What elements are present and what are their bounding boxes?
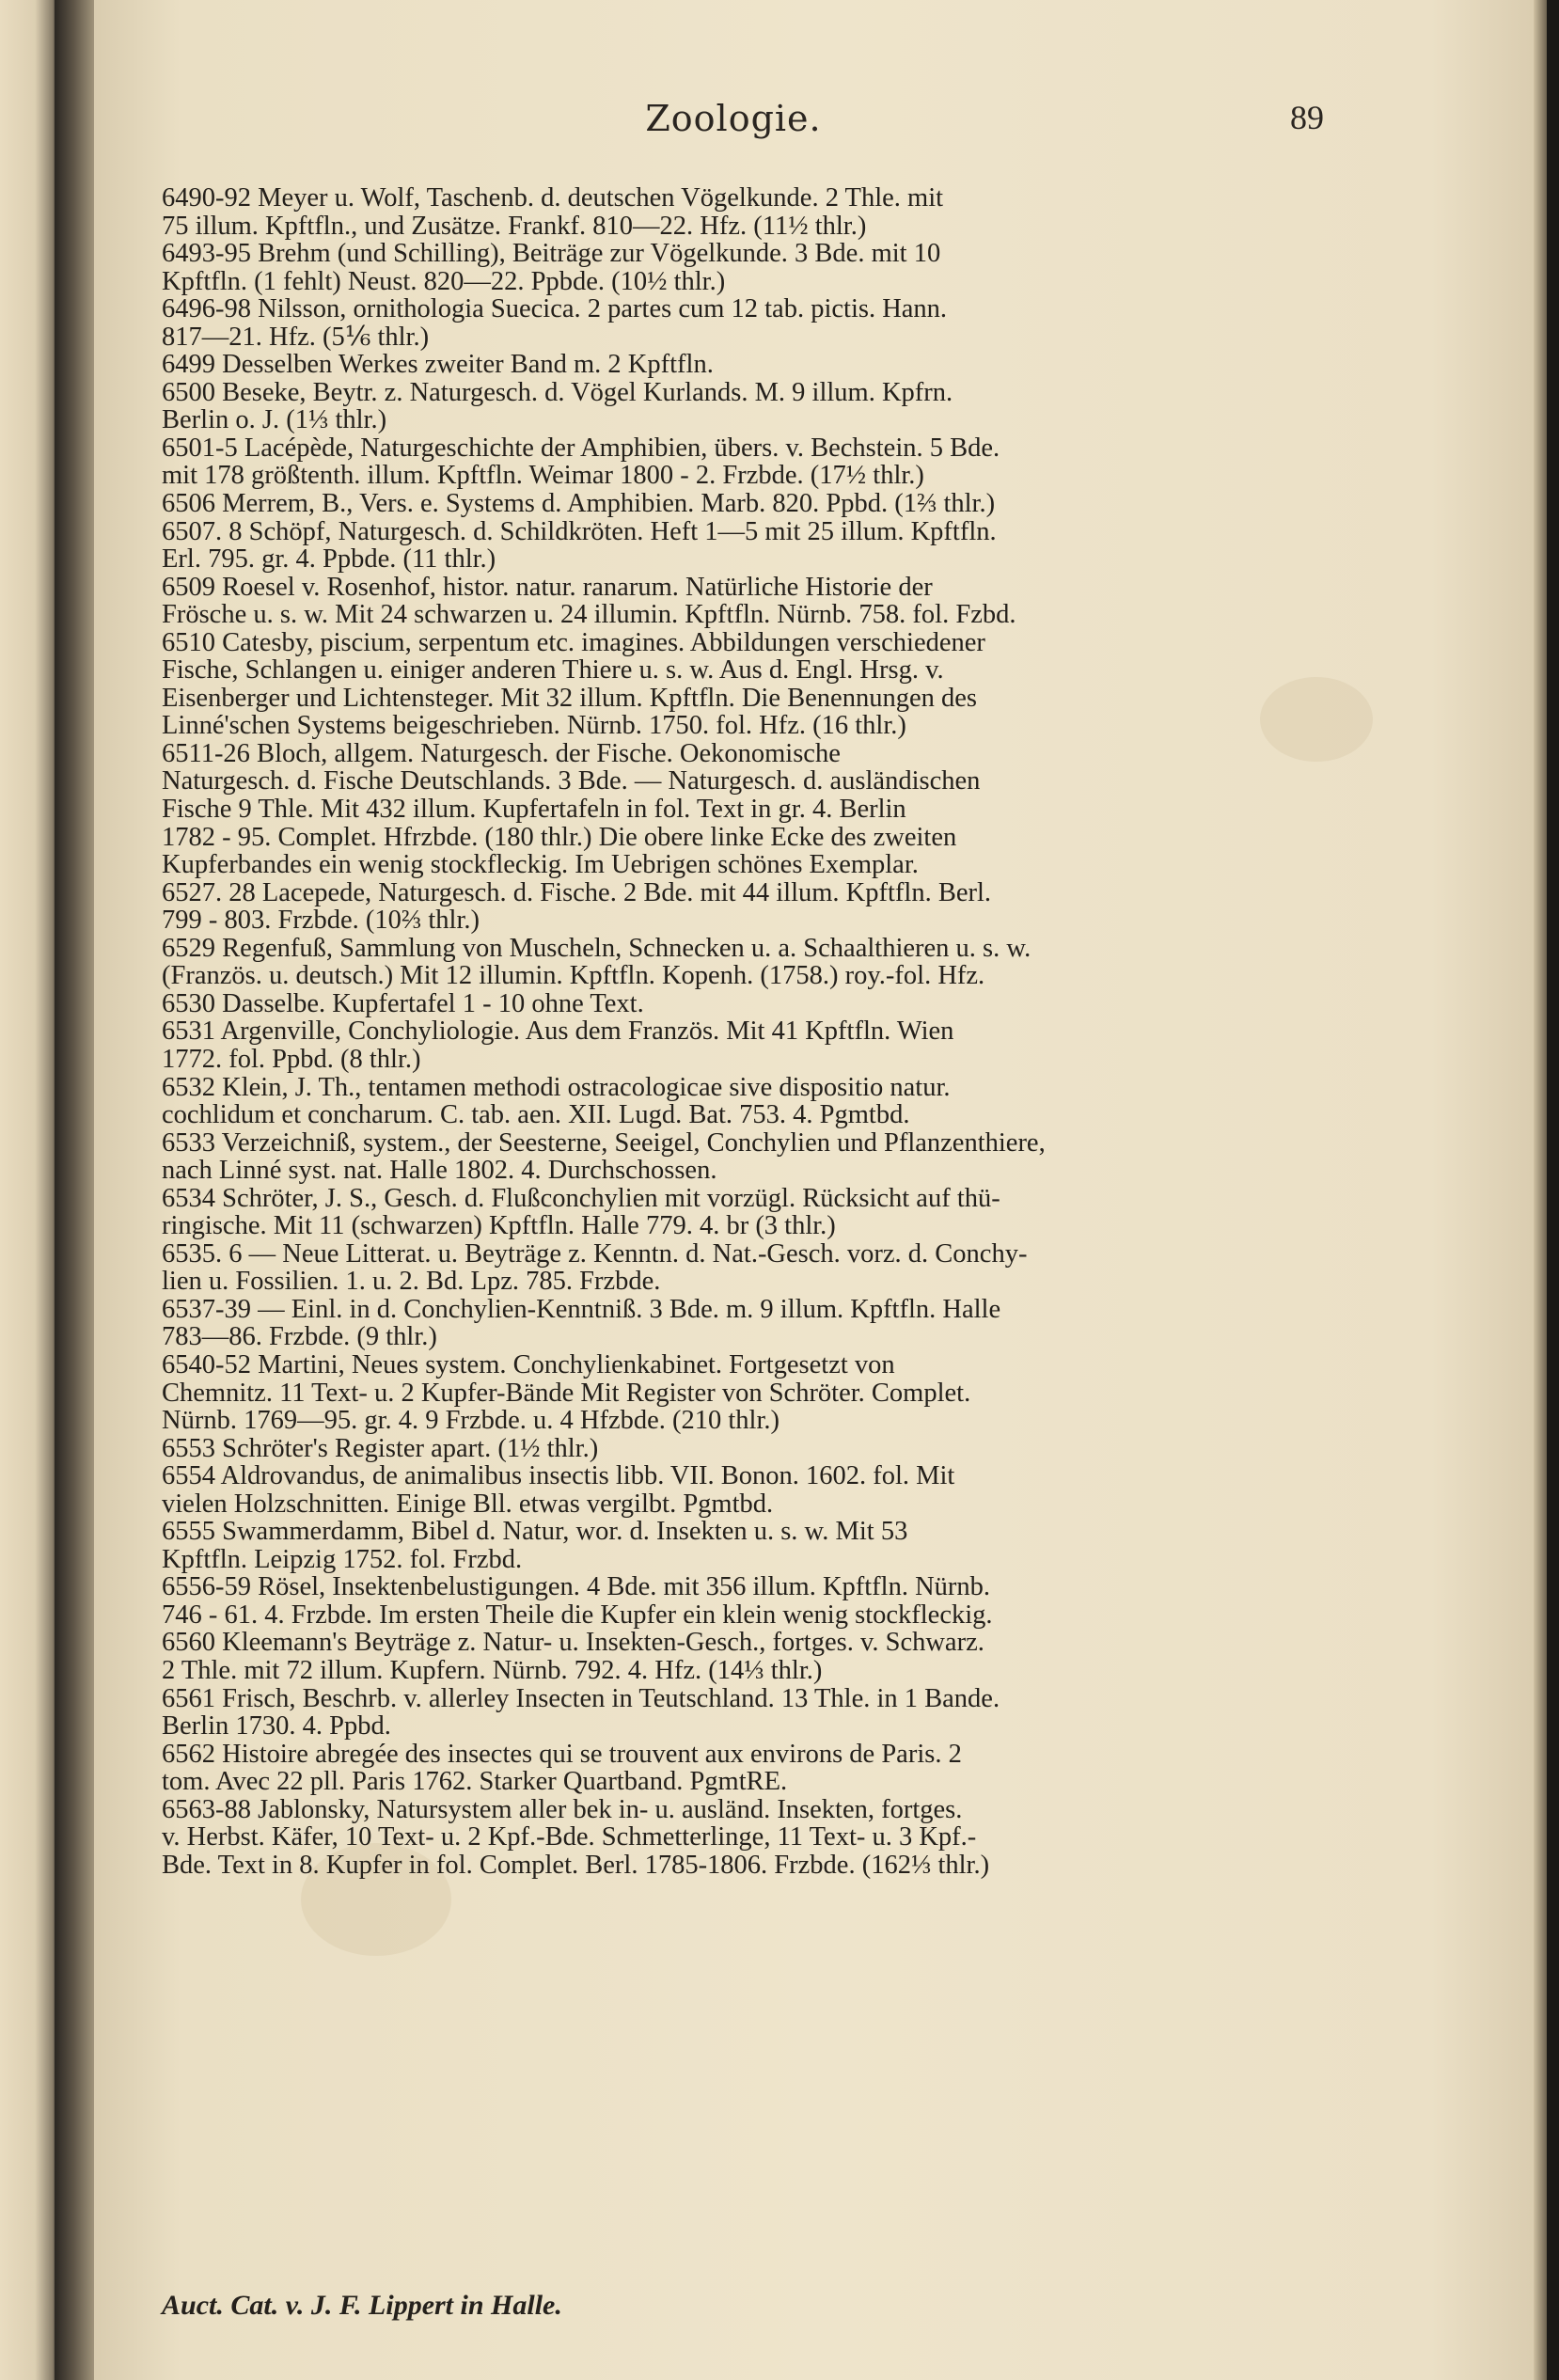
catalog-line: (Französ. u. deutsch.) Mit 12 illumin. Kpftfln. Kopenh. (1758.) roy.-fol. Hfz. (162, 962, 985, 990)
catalog-line: 6562 Histoire abregée des insectes qui se trouvent aux environs de Paris. 2 (162, 1740, 962, 1769)
catalog-line: 1782 - 95. Complet. Hfrzbde. (180 thlr.) Die obere linke Ecke des zweiten (162, 823, 957, 852)
catalog-line: 799 - 803. Frzbde. (10⅔ thlr.) (162, 906, 480, 935)
catalog-line: 6540-52 Martini, Neues system. Conchylienkabinet. Fortgesetzt von (162, 1350, 895, 1379)
catalog-line: 6501-5 Lacépède, Naturgeschichte der Amphibien, übers. v. Bechstein. 5 Bde. (162, 433, 1000, 463)
facing-page-edge (0, 0, 58, 2380)
catalog-line: 6553 Schröter's Register apart. (1½ thlr.) (162, 1434, 599, 1463)
catalog-line: 6499 Desselben Werkes zweiter Band m. 2 Kpftfln. (162, 351, 714, 379)
catalog-line: 6530 Dasselbe. Kupfertafel 1 - 10 ohne Text. (162, 989, 644, 1018)
catalog-line: 6532 Klein, J. Th., tentamen methodi ostracologicae sive dispositio natur. (162, 1073, 951, 1102)
running-title: Zoologie. (645, 98, 822, 139)
catalog-line: nach Linné syst. nat. Halle 1802. 4. Durchschossen. (162, 1157, 717, 1185)
page-number: 89 (1290, 99, 1324, 136)
catalog-line: 783—86. Frzbde. (9 thlr.) (162, 1323, 437, 1351)
catalog-line: Chemnitz. 11 Text- u. 2 Kupfer-Bände Mit Register von Schröter. Complet. (162, 1379, 971, 1408)
catalog-line: 6554 Aldrovandus, de animalibus insectis libb. VII. Bonon. 1602. fol. Mit (162, 1462, 955, 1490)
catalog-line: cochlidum et concharum. C. tab. aen. XII. Lugd. Bat. 753. 4. Pgmtbd. (162, 1101, 910, 1129)
catalog-line: 746 - 61. 4. Frzbde. Im ersten Theile die Kupfer ein klein wenig stockfleckig. (162, 1600, 993, 1630)
catalog-line: Kupferbandes ein wenig stockfleckig. Im Uebrigen schönes Exemplar. (162, 851, 919, 879)
catalog-line: Erl. 795. gr. 4. Ppbde. (11 thlr.) (162, 545, 496, 574)
catalog-line: 6493-95 Brehm (und Schilling), Beiträge zur Vögelkunde. 3 Bde. mit 10 (162, 240, 941, 268)
catalog-line: 2 Thle. mit 72 illum. Kupfern. Nürnb. 792. 4. Hfz. (14⅓ thlr.) (162, 1656, 823, 1685)
catalog-line: 6509 Roesel v. Rosenhof, histor. natur. ranarum. Natürliche Historie der (162, 573, 933, 602)
catalog-line: Fische, Schlangen u. einiger anderen Thiere u. s. w. Aus d. Engl. Hrsg. v. (162, 656, 944, 685)
catalog-line: Nürnb. 1769—95. gr. 4. 9 Frzbde. u. 4 Hfzbde. (210 thlr.) (162, 1407, 780, 1435)
catalog-line: 6510 Catesby, piscium, serpentum etc. imagines. Abbildungen verschiedener (162, 628, 985, 657)
catalog-line: Berlin o. J. (1⅓ thlr.) (162, 406, 387, 434)
catalog-line: v. Herbst. Käfer, 10 Text- u. 2 Kpf.-Bde. Schmetterlinge, 11 Text- u. 3 Kpf.- (162, 1823, 977, 1852)
catalog-line: 6507. 8 Schöpf, Naturgesch. d. Schildkröten. Heft 1—5 mit 25 illum. Kpftfln. (162, 517, 997, 546)
catalog-line: 6506 Merrem, B., Vers. e. Systems d. Amphibien. Marb. 820. Ppbd. (1⅔ thlr.) (162, 490, 996, 518)
catalog-signature: Auct. Cat. v. J. F. Lippert in Halle. (162, 2290, 562, 2321)
page-edge (1534, 0, 1547, 2380)
catalog-line: 6500 Beseke, Beytr. z. Naturgesch. d. Vögel Kurlands. M. 9 illum. Kpfrn. (162, 378, 953, 407)
catalog-line: 817—21. Hfz. (5⅙ thlr.) (162, 323, 430, 352)
catalog-line: 6496-98 Nilsson, ornithologia Suecica. 2 partes cum 12 tab. pictis. Hann. (162, 295, 948, 323)
catalog-line: 6527. 28 Lacepede, Naturgesch. d. Fische. 2 Bde. mit 44 illum. Kpftfln. Berl. (162, 878, 992, 907)
catalog-line: 6535. 6 — Neue Litterat. u. Beyträge z. Kenntn. d. Nat.-Gesch. vorz. d. Conchy- (162, 1239, 1028, 1269)
catalog-line: Naturgesch. d. Fische Deutschlands. 3 Bde. — Naturgesch. d. ausländischen (162, 767, 981, 796)
catalog-line: 6534 Schröter, J. S., Gesch. d. Flußconchylien mit vorzügl. Rücksicht auf thü- (162, 1184, 1000, 1213)
catalog-line: 1772. fol. Ppbd. (8 thlr.) (162, 1045, 421, 1074)
catalog-line: tom. Avec 22 pll. Paris 1762. Starker Quartband. PgmtRE. (162, 1768, 788, 1796)
catalog-line: 6556-59 Rösel, Insektenbelustigungen. 4 Bde. mit 356 illum. Kpftfln. Nürnb. (162, 1573, 991, 1601)
catalog-line: Eisenberger und Lichtensteger. Mit 32 illum. Kpftfln. Die Benennungen des (162, 684, 977, 713)
catalog-line: 6561 Frisch, Beschrb. v. allerley Insecten in Teutschland. 13 Thle. in 1 Bande. (162, 1684, 1000, 1713)
catalog-line: 6537-39 — Einl. in d. Conchylien-Kenntniß. 3 Bde. m. 9 illum. Kpftfln. Halle (162, 1295, 1001, 1324)
catalog-line: Linné'schen Systems beigeschrieben. Nürnb. 1750. fol. Hfz. (16 thlr.) (162, 712, 906, 740)
catalog-line: Berlin 1730. 4. Ppbd. (162, 1712, 391, 1741)
catalog-line: mit 178 größtenth. illum. Kpftfln. Weimar 1800 - 2. Frzbde. (17½ thlr.) (162, 462, 924, 491)
catalog-line: 6533 Verzeichniß, system., der Seesterne, Seeigel, Conchylien und Pflanzenthiere, (162, 1128, 1046, 1158)
catalog-line: Kpftfln. (1 fehlt) Neust. 820—22. Ppbde. (10½ thlr.) (162, 267, 726, 296)
catalog-line: 6563-88 Jablonsky, Natursystem aller bek in- u. ausländ. Insekten, fortges. (162, 1795, 963, 1824)
catalog-line: 6531 Argenville, Conchyliologie. Aus dem Französ. Mit 41 Kpftfln. Wien (162, 1017, 954, 1046)
catalog-line: 6529 Regenfuß, Sammlung von Muscheln, Schnecken u. a. Schaalthieren u. s. w. (162, 934, 1031, 963)
catalog-line: 6511-26 Bloch, allgem. Naturgesch. der Fische. Oekonomische (162, 739, 841, 768)
catalog-line: vielen Holzschnitten. Einige Bll. etwas vergilbt. Pgmtbd. (162, 1489, 774, 1519)
catalog-entries (162, 184, 1313, 1879)
catalog-line: Fische 9 Thle. Mit 432 illum. Kupfertafeln in fol. Text in gr. 4. Berlin (162, 796, 906, 824)
catalog-line: lien u. Fossilien. 1. u. 2. Bd. Lpz. 785. Frzbde. (162, 1268, 661, 1296)
page-header (150, 98, 1324, 154)
catalog-line: 6555 Swammerdamm, Bibel d. Natur, wor. d. Insekten u. s. w. Mit 53 (162, 1518, 908, 1546)
catalog-line: Bde. Text in 8. Kupfer in fol. Complet. Berl. 1785-1806. Frzbde. (162⅓ thlr.) (162, 1851, 990, 1880)
catalog-line: 6560 Kleemann's Beyträge z. Natur- u. Insekten-Gesch., fortges. v. Schwarz. (162, 1629, 984, 1657)
catalog-line: 6490-92 Meyer u. Wolf, Taschenb. d. deutschen Vögelkunde. 2 Thle. mit (162, 184, 944, 213)
catalog-line: Kpftfln. Leipzig 1752. fol. Frzbd. (162, 1545, 523, 1574)
catalog-line: 75 illum. Kpftfln., und Zusätze. Frankf. 810—22. Hfz. (11½ thlr.) (162, 212, 867, 241)
catalog-line: Frösche u. s. w. Mit 24 schwarzen u. 24 illumin. Kpftfln. Nürnb. 758. fol. Fzbd. (162, 601, 1016, 629)
catalog-line: ringische. Mit 11 (schwarzen) Kpftfln. Halle 779. 4. br (3 thlr.) (162, 1212, 836, 1240)
